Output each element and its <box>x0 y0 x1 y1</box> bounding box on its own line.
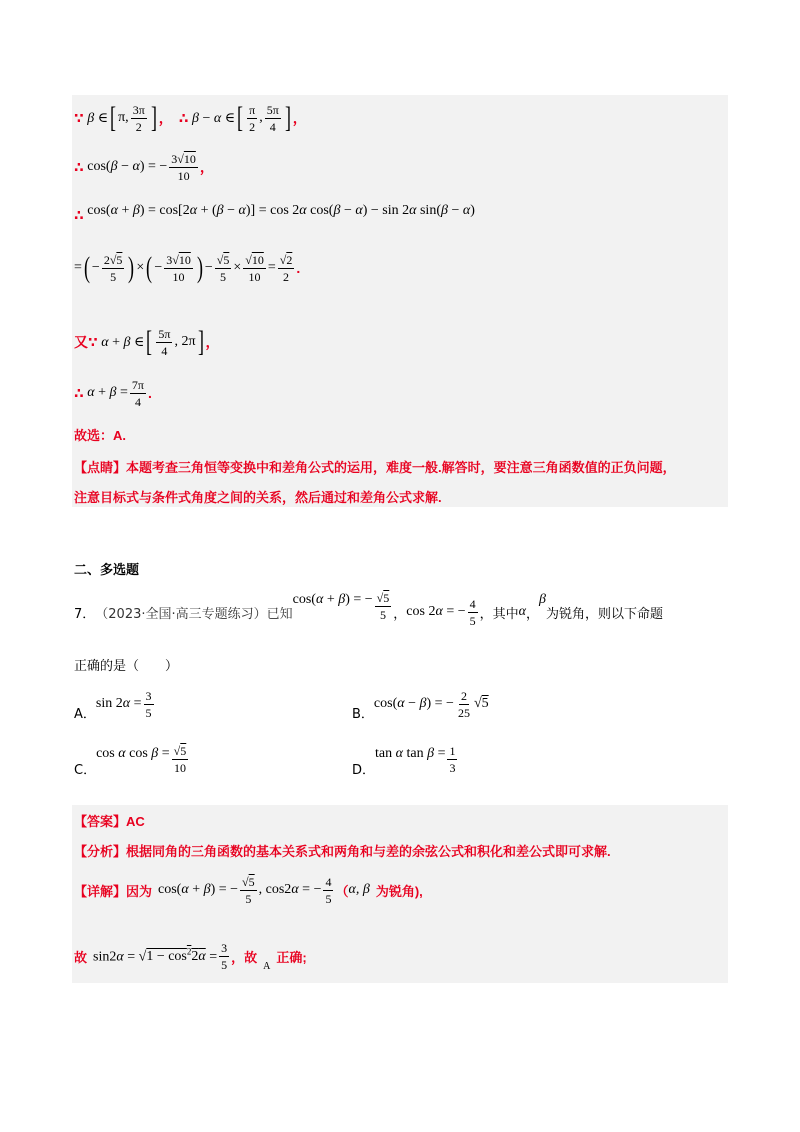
remark-line-1: 【点睛】本题考查三角恒等变换中和差角公式的运用，难度一般.解答时，要注意三角函数值的正负问题， <box>74 459 676 475</box>
solution-line-5: 又∵ α + β ∈ [ $\frac{5\pi}{4}$ , 2π ] ， <box>74 325 220 358</box>
remark-line-2: 注意目标式与条件式角度之间的关系，然后通过和差角公式求解. <box>74 489 442 505</box>
analysis-line: 【分析】根据同角的三角函数的基本关系式和两角和与差的余弦公式和积化和差公式即可求解. <box>74 843 611 859</box>
option-d: D． tan α tan β = $\frac{1}{3}$ <box>352 743 456 778</box>
question-source: （2023·全国·高三专题练习）已知 <box>95 606 293 622</box>
diff-interval: β − α ∈ <box>188 110 236 126</box>
also-because: 又∵ <box>74 334 98 350</box>
option-a: A． sin 2α = $\frac{3}{5}$ <box>74 688 152 722</box>
because-symbol: ∵ <box>74 109 84 126</box>
choice-line: 故选：A. <box>74 427 127 443</box>
answer-line: 【答案】AC <box>74 813 145 829</box>
gu-line: 故 $\sin 2\alpha = √1 - \cos^22\alpha$ = $\frac{3}{5}$ ，故 A 正确; <box>74 940 307 972</box>
option-c: C． cos α cos β = $\frac{√5}{10}$ <box>74 743 187 778</box>
question-line-2: 正确的是（ ） <box>74 658 179 674</box>
solution-line-1: ∵ β ∈ [ π, $\frac{3\pi}{2}$ ] ， ∴ β − α ∈ [ $\frac{\pi}{2}$ , $\frac{5\pi}{4}$ ] ， <box>74 101 307 134</box>
question-number: 7． <box>74 606 96 622</box>
solution-line-2: ∴ cos(β − α) = − $\frac{3√10}{10}$ ， <box>74 151 214 183</box>
option-b: B． cos(α − β) = − $\frac{2}{25}$ √5 <box>352 688 489 722</box>
section-heading: 二、多选题 <box>74 561 140 577</box>
solution-line-3: ∴ cos(α + β) = cos[2α + (β − α)] = cos 2α cos(β − α) − sin 2α sin(β − α) <box>74 203 475 223</box>
solution-line-6: ∴ α + β = $\frac{7\pi}{4}$ . <box>74 377 152 409</box>
detail-line: 【详解】因为 cos(α + β) = − $\frac{√5}{5}$ , cos2α = − $\frac{4}{5}$ （ α, β 为锐角), <box>74 874 423 906</box>
question-line-1: 7． （2023·全国·高三专题练习）已知 cos(α + β) = − $\frac{√5}{5}$ ， cos 2α = − $\frac{4}{5}$ ，其中 α ， β 为锐角，则以下命题 <box>74 591 663 628</box>
solution-line-4: = ( − $\frac{2√5}{5}$ ) × ( − $\frac{3√10}{10}$ ) − $\frac{√5}{5}$ × $\frac{√10}{10}$ = $\frac{√2}{2}$ . <box>74 251 301 284</box>
therefore-symbol: ∴ <box>178 109 189 126</box>
